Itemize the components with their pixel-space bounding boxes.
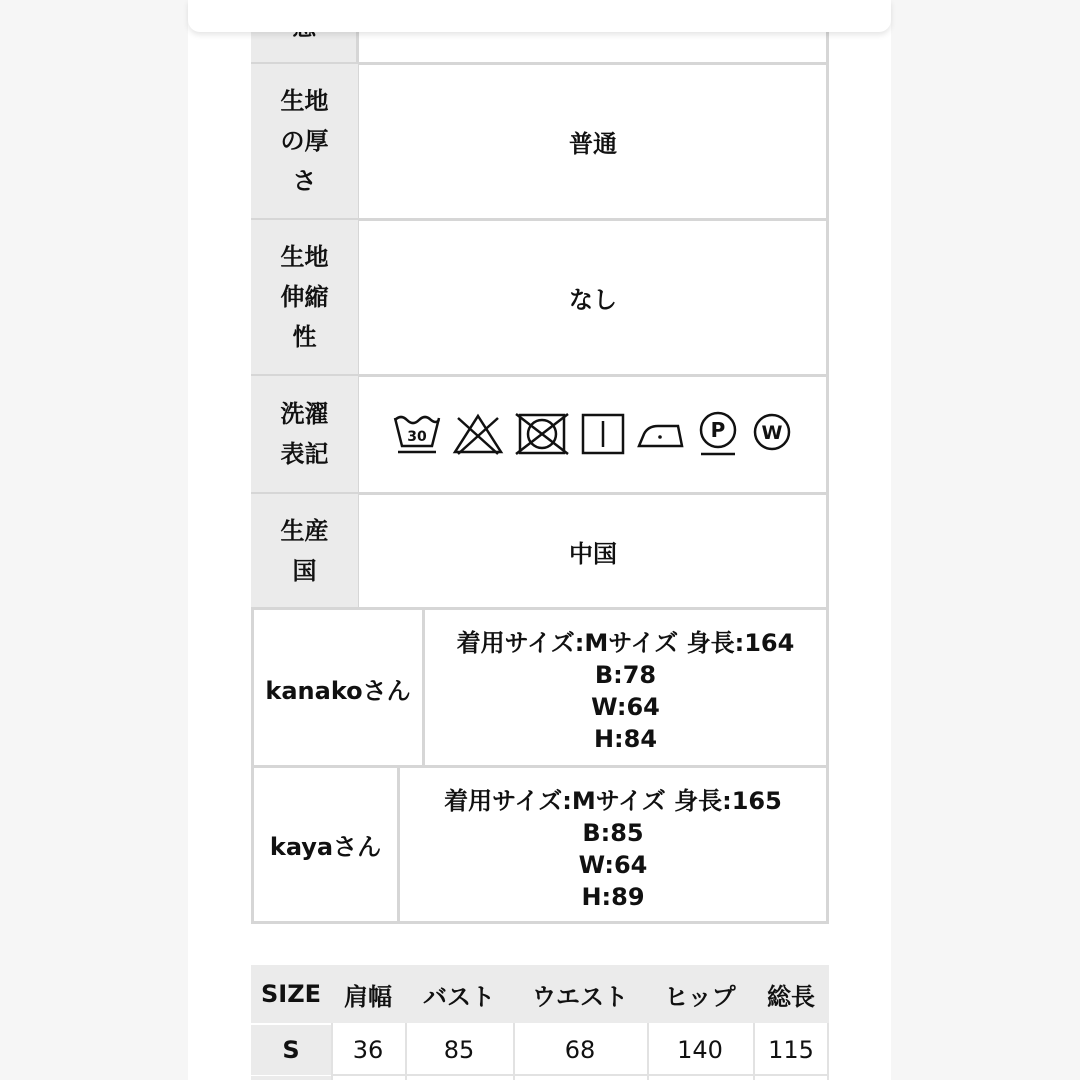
page-background-left [0, 0, 188, 1080]
svg-text:30: 30 [407, 429, 427, 445]
model-bust: B:85 [582, 819, 644, 847]
size-header-shoulder: 肩幅 [344, 982, 392, 1011]
spec-value-country: 中国 [569, 539, 617, 568]
model-hip: H:89 [581, 883, 645, 911]
model-name-kaya: kayaさん [269, 833, 382, 861]
size-row-label-next [251, 1076, 331, 1080]
size-cell: 85 [443, 1036, 475, 1064]
size-row-label: S [251, 1025, 331, 1075]
spec-label-thickness: 生地の厚さ [251, 64, 358, 218]
low-iron-icon [636, 412, 686, 456]
svg-text:P: P [710, 418, 726, 442]
size-header-waist: ウエスト [532, 982, 628, 1011]
size-cell: 140 [677, 1036, 723, 1064]
model-detail-kanako [425, 626, 826, 756]
wash-30-icon [392, 412, 442, 456]
size-grid-line [331, 1074, 829, 1076]
size-grid-line [827, 1023, 829, 1080]
line-dry-icon [580, 412, 626, 456]
model-size-line: 着用サイズ:Mサイズ 身長:165 [444, 787, 782, 815]
svg-text:W: W [761, 422, 783, 444]
wet-clean-w-icon [750, 412, 794, 456]
page-background-right [891, 0, 1080, 1080]
size-grid-line [331, 1023, 333, 1080]
no-tumble-dry-icon [514, 412, 570, 456]
dry-clean-p-icon [696, 410, 740, 458]
spec-label-country: 生産国 [251, 494, 358, 608]
size-cell: 115 [768, 1036, 814, 1064]
spec-value-thickness: 普通 [569, 129, 617, 158]
size-grid-line [405, 1023, 407, 1080]
sticky-header-bar [188, 0, 891, 32]
size-grid-line [513, 1023, 515, 1080]
size-cell: 36 [352, 1036, 384, 1064]
size-header-size: SIZE [260, 980, 321, 1008]
model-waist: W:64 [578, 851, 648, 879]
no-bleach-icon [452, 412, 504, 456]
size-cell: 68 [564, 1036, 596, 1064]
model-name-kanako: kanakoさん [265, 676, 411, 705]
spec-value-stretch: なし [569, 285, 617, 314]
spec-label-stretch: 生地伸縮性 [251, 220, 358, 374]
model-bust: B:78 [594, 661, 657, 689]
size-header-hip: ヒップ [664, 982, 736, 1011]
size-grid-line [753, 1023, 755, 1080]
spec-label-care: 洗濯表記 [251, 376, 358, 492]
size-header-length: 総長 [767, 982, 815, 1011]
size-grid-line [647, 1023, 649, 1080]
table-border-bottom [251, 921, 829, 924]
care-symbols [358, 376, 828, 492]
model-hip: H:84 [593, 725, 658, 753]
size-header-bust: バスト [423, 982, 495, 1011]
model-waist: W:64 [591, 693, 660, 721]
model-detail-kaya [400, 784, 826, 914]
model-size-line: 着用サイズ:Mサイズ 身長:164 [456, 629, 795, 657]
